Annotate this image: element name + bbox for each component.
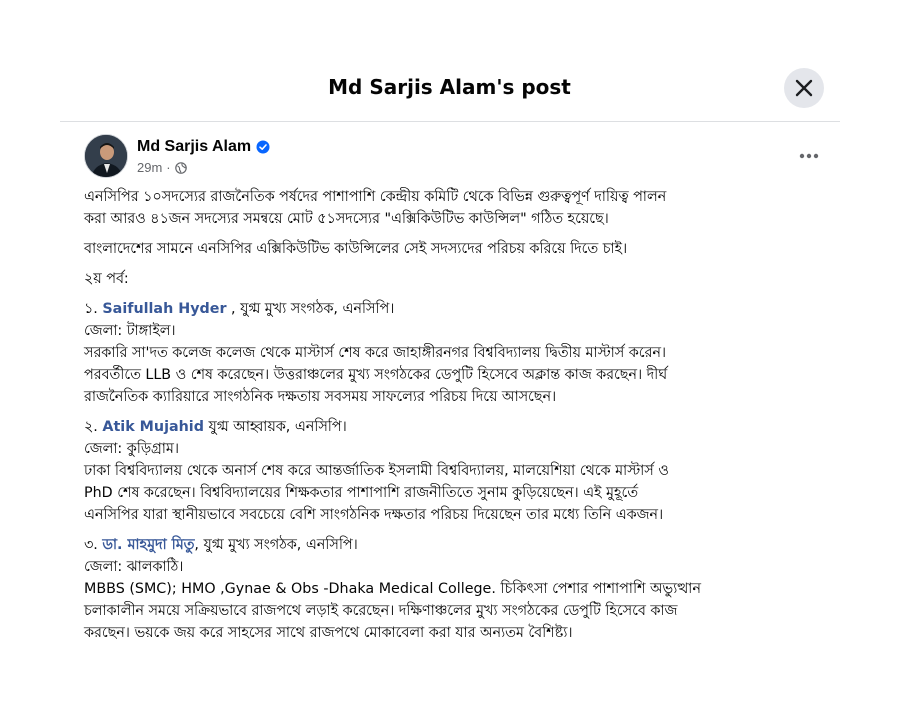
post-dialog-header — [0, 0, 899, 120]
more-options-button[interactable] — [796, 146, 822, 166]
member-number: ১. — [84, 301, 103, 317]
meta-separator: · — [166, 160, 171, 175]
text-line: ঢাকা বিশ্ববিদ্যালয় থেকে অনার্স শেষ করে আন্তর্জাতিক ইসলামী বিশ্ববিদ্যালয়, মালয়েশিয়া থেকে মাস্টার্স ও — [84, 463, 669, 479]
text-line: রাজনৈতিক ক্যারিয়ারে সাংগঠনিক দক্ষতায় সবসময় সাফল্যের পরিচয় দিয়ে আসছেন। — [84, 389, 557, 405]
member-mention-link[interactable]: ডা. মাহমুদা মিতু — [102, 537, 195, 553]
member-title — [84, 534, 829, 556]
member-title — [84, 416, 829, 438]
member-mention-link[interactable]: Saifullah Hyder — [102, 301, 227, 317]
author-name[interactable]: Md Sarjis Alam — [137, 138, 252, 155]
member-entry-1 — [84, 298, 829, 408]
member-entry-2 — [84, 416, 829, 526]
text-line: এনসিপির যারা স্থানীয়ভাবে সবচেয়ে বেশি সাংগঠনিক দক্ষতার পরিচয় দিয়েছেন তার মধ্যে তিনি একজন। — [84, 507, 664, 523]
text-line: করছেন। ভয়কে জয় করে সাহসের সাথে রাজপথে মোকাবেলা করা যার অন্যতম বৈশিষ্ট্য। — [84, 625, 573, 641]
member-title — [84, 298, 829, 320]
member-role: যুগ্ম আহ্বায়ক, এনসিপি। — [203, 419, 347, 435]
more-options-icon — [799, 153, 819, 159]
avatar[interactable] — [84, 134, 128, 178]
intro-paragraph-2 — [84, 238, 829, 260]
member-district: জেলা: ঝালকাঠি। — [84, 559, 184, 575]
intro-paragraph — [84, 186, 829, 230]
text-line: PhD শেষ করেছেন। বিশ্ববিদ্যালয়ের শিক্ষকতার পাশাপাশি রাজনীতিতে সুনাম কুড়িয়েছেন। এই মুহূর্তে — [84, 485, 638, 501]
post-time[interactable]: 29m — [137, 160, 163, 175]
author-name-row — [137, 138, 270, 156]
member-role: , যুগ্ম মুখ্য সংগঠক, এনসিপি। — [226, 301, 395, 317]
member-district: জেলা: টাঙ্গাইল। — [84, 323, 176, 339]
profile-photo — [85, 135, 128, 178]
text-line: MBBS (SMC); HMO ,Gynae & Obs -Dhaka Medical College. চিকিৎসা পেশার পাশাপাশি অভ্যুত্থান — [84, 581, 701, 597]
member-number: ২. — [84, 419, 103, 435]
text-line: এনসিপির ১০সদস্যের রাজনৈতিক পর্ষদের পাশাপাশি কেন্দ্রীয় কমিটি থেকে বিভিন্ন গুরুত্বপূর্ণ দায়িত্ব পালন — [84, 189, 667, 205]
text-line: পরবর্তীতে LLB ও শেষ করেছেন। উত্তরাঞ্চলের মুখ্য সংগঠকের ডেপুটি হিসেবে অক্লান্ত কাজ করছেন। দীর্ঘ — [84, 367, 668, 383]
close-button[interactable] — [784, 68, 824, 108]
text-line: ২য় পর্ব: — [84, 271, 129, 287]
text-line: করা আরও ৪১জন সদস্যের সমন্বয়ে মোট ৫১সদস্যের "এক্সিকিউটিভ কাউন্সিল" গঠিত হয়েছে। — [84, 211, 609, 227]
member-mention-link[interactable]: Atik Mujahid — [102, 419, 204, 435]
close-icon — [794, 78, 814, 98]
part-label — [84, 268, 829, 290]
post-header — [84, 134, 824, 180]
post-body — [84, 186, 829, 652]
member-number: ৩. — [84, 537, 103, 553]
dialog-title: Md Sarjis Alam's post — [328, 75, 571, 99]
member-entry-3 — [84, 534, 829, 644]
text-line: চলাকালীন সময়ে সক্রিয়ভাবে রাজপথে লড়াই করেছেন। দক্ষিণাঞ্চলের মুখ্য সংগঠকের ডেপুটি হিসেবে কাজ — [84, 603, 678, 619]
post-meta — [137, 160, 187, 175]
member-district: জেলা: কুড়িগ্রাম। — [84, 441, 179, 457]
verified-badge-icon — [256, 140, 270, 154]
member-role: , যুগ্ম মুখ্য সংগঠক, এনসিপি। — [194, 537, 358, 553]
text-line: সরকারি সা'দত কলেজ কলেজ থেকে মাস্টার্স শেষ করে জাহাঙ্গীরনগর বিশ্ববিদ্যালয় দ্বিতীয় মাস্টার্স করেন। — [84, 345, 666, 361]
text-line: বাংলাদেশের সামনে এনসিপির এক্সিকিউটিভ কাউন্সিলের সেই সদস্যদের পরিচয় করিয়ে দিতে চাই। — [84, 241, 628, 257]
header-divider — [60, 121, 840, 122]
globe-icon[interactable] — [175, 162, 187, 174]
